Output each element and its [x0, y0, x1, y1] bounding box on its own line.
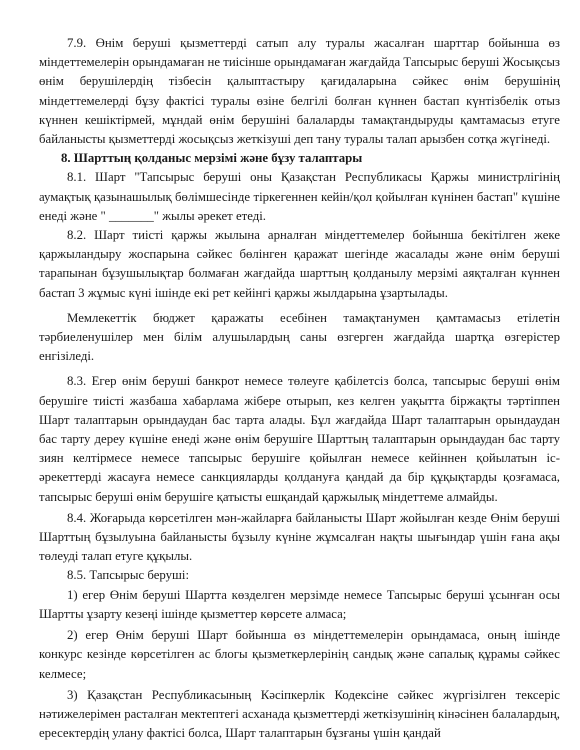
section-heading-8: 8. Шарттың қолданыс мерзімі және бұзу талаптары [61, 151, 363, 166]
paragraph-8-1: 8.1. Шарт "Тапсырыс беруші оны Қазақстан Республикасы Қаржы министрлігінің аумақтық қазынашылық бөлімшесінде тіркегеннен кейін/қол қойылған күнінен бастап" күшіне енеді және " _______" жылы әрекет етеді. [39, 170, 560, 223]
list-item-8-5-1: 1) егер Өнім беруші Шартта көзделген мерзімде немесе Тапсырыс беруші ұсынған осы Шартты ұзарту кезеңі ішінде қызметтер көрсете алмаса; [39, 587, 560, 621]
paragraph-7-9: 7.9. Өнім беруші қызметтерді сатып алу туралы жасалған шарттар бойынша өз міндеттемелерін орындамаған не тиісінше орындамаған жағдайда Тапсырыс беруші Жосықсыз өнім берушілердің тізбесін қалыптастыру қағидаларына сәйкес өнім берушінің міндеттемелерді бұзу фактісі туралы өзіне белгілі болған күннен бастап күнтізбелік отыз күннен кешіктірмей, мұндай өнім берушіні балаларды тамақтандыруды қамтамасыз етуге байланысты қызметтерді жосықсыз жеткізуші деп тану туралы талап арызбен сотқа жүгінеді. [39, 36, 560, 147]
paragraph-8-2: 8.2. Шарт тиісті қаржы жылына арналған міндеттемелер бойынша бекітілген жеке қаржыландыру жоспарына сәйкес бөлінген қаражат шегінде жасалады және өнім беруші тарапынан бұзушылықтар болмаған жағдайда шарттың қолданылу мерзімі аяқталған күннен бастап 3 жұмыс күні ішінде екі рет кейінгі қаржы жылдарына ұзартылады. [39, 228, 560, 300]
paragraph-8-5: 8.5. Тапсырыс беруші: [67, 568, 190, 583]
paragraph-8-3: 8.3. Егер өнім беруші банкрот немесе төлеуге қабілетсіз болса, тапсырыс беруші өнім берушіге тиісті жазбаша хабарлама жібере отырып, кез келген уақытта біржақты тәртіппен Шарт талаптарын орындаудан бас тарта алады. Бұл жағдайда Шарт талаптарын орындаудан бас тарту дереу күшіне енеді және өнім берушіге Шарттың талаптарын орындаудан бас тарту зиян келтірмесе немесе тапсырыс берушіге қойылған немесе кейіннен қойылатын іс-әрекеттерді жасауға немесе санкцияларды қолдануға қандай да бір құқықтарды қозғамаса, тапсырыс беруші өнім берушіге қатысты ешқандай қаржылық міндеттеме алмайды. [39, 374, 560, 504]
paragraph-8-2-budget: Мемлекеттік бюджет қаражаты есебінен тамақтанумен қамтамасыз етілетін тәрбиеленушілер мен білім алушылардың саны өзгерген жағдайда шартқа өзгерістер енгізіледі. [39, 310, 560, 364]
paragraph-8-4: 8.4. Жоғарыда көрсетілген мән-жайларға байланысты Шарт жойылған кезде Өнім беруші Шарттың бұзылуына байланысты бұзылу күніне жұмсалған нақты шығындар үшін ғана ақы төлеуді талап етуге құқылы. [39, 510, 560, 564]
list-item-8-5-3: 3) Қазақстан Республикасының Кәсіпкерлік Кодексіне сәйкес жүргізілген тексеріс нәтижелерімен расталған мектептегі асханада қызметтерді жеткізушінің кінәсінен балалардың, ересектердің улану фактісі болса, Шарт талаптарын бұзғаны үшін қандай [39, 687, 560, 741]
list-item-8-5-2: 2) егер Өнім беруші Шарт бойынша өз міндеттемелерін орындамаса, оның ішінде конкурс кезінде көрсетілген ас блогы қызметкерлерінің сандық және сапалық құрамы сәйкес келмесе; [39, 628, 560, 681]
